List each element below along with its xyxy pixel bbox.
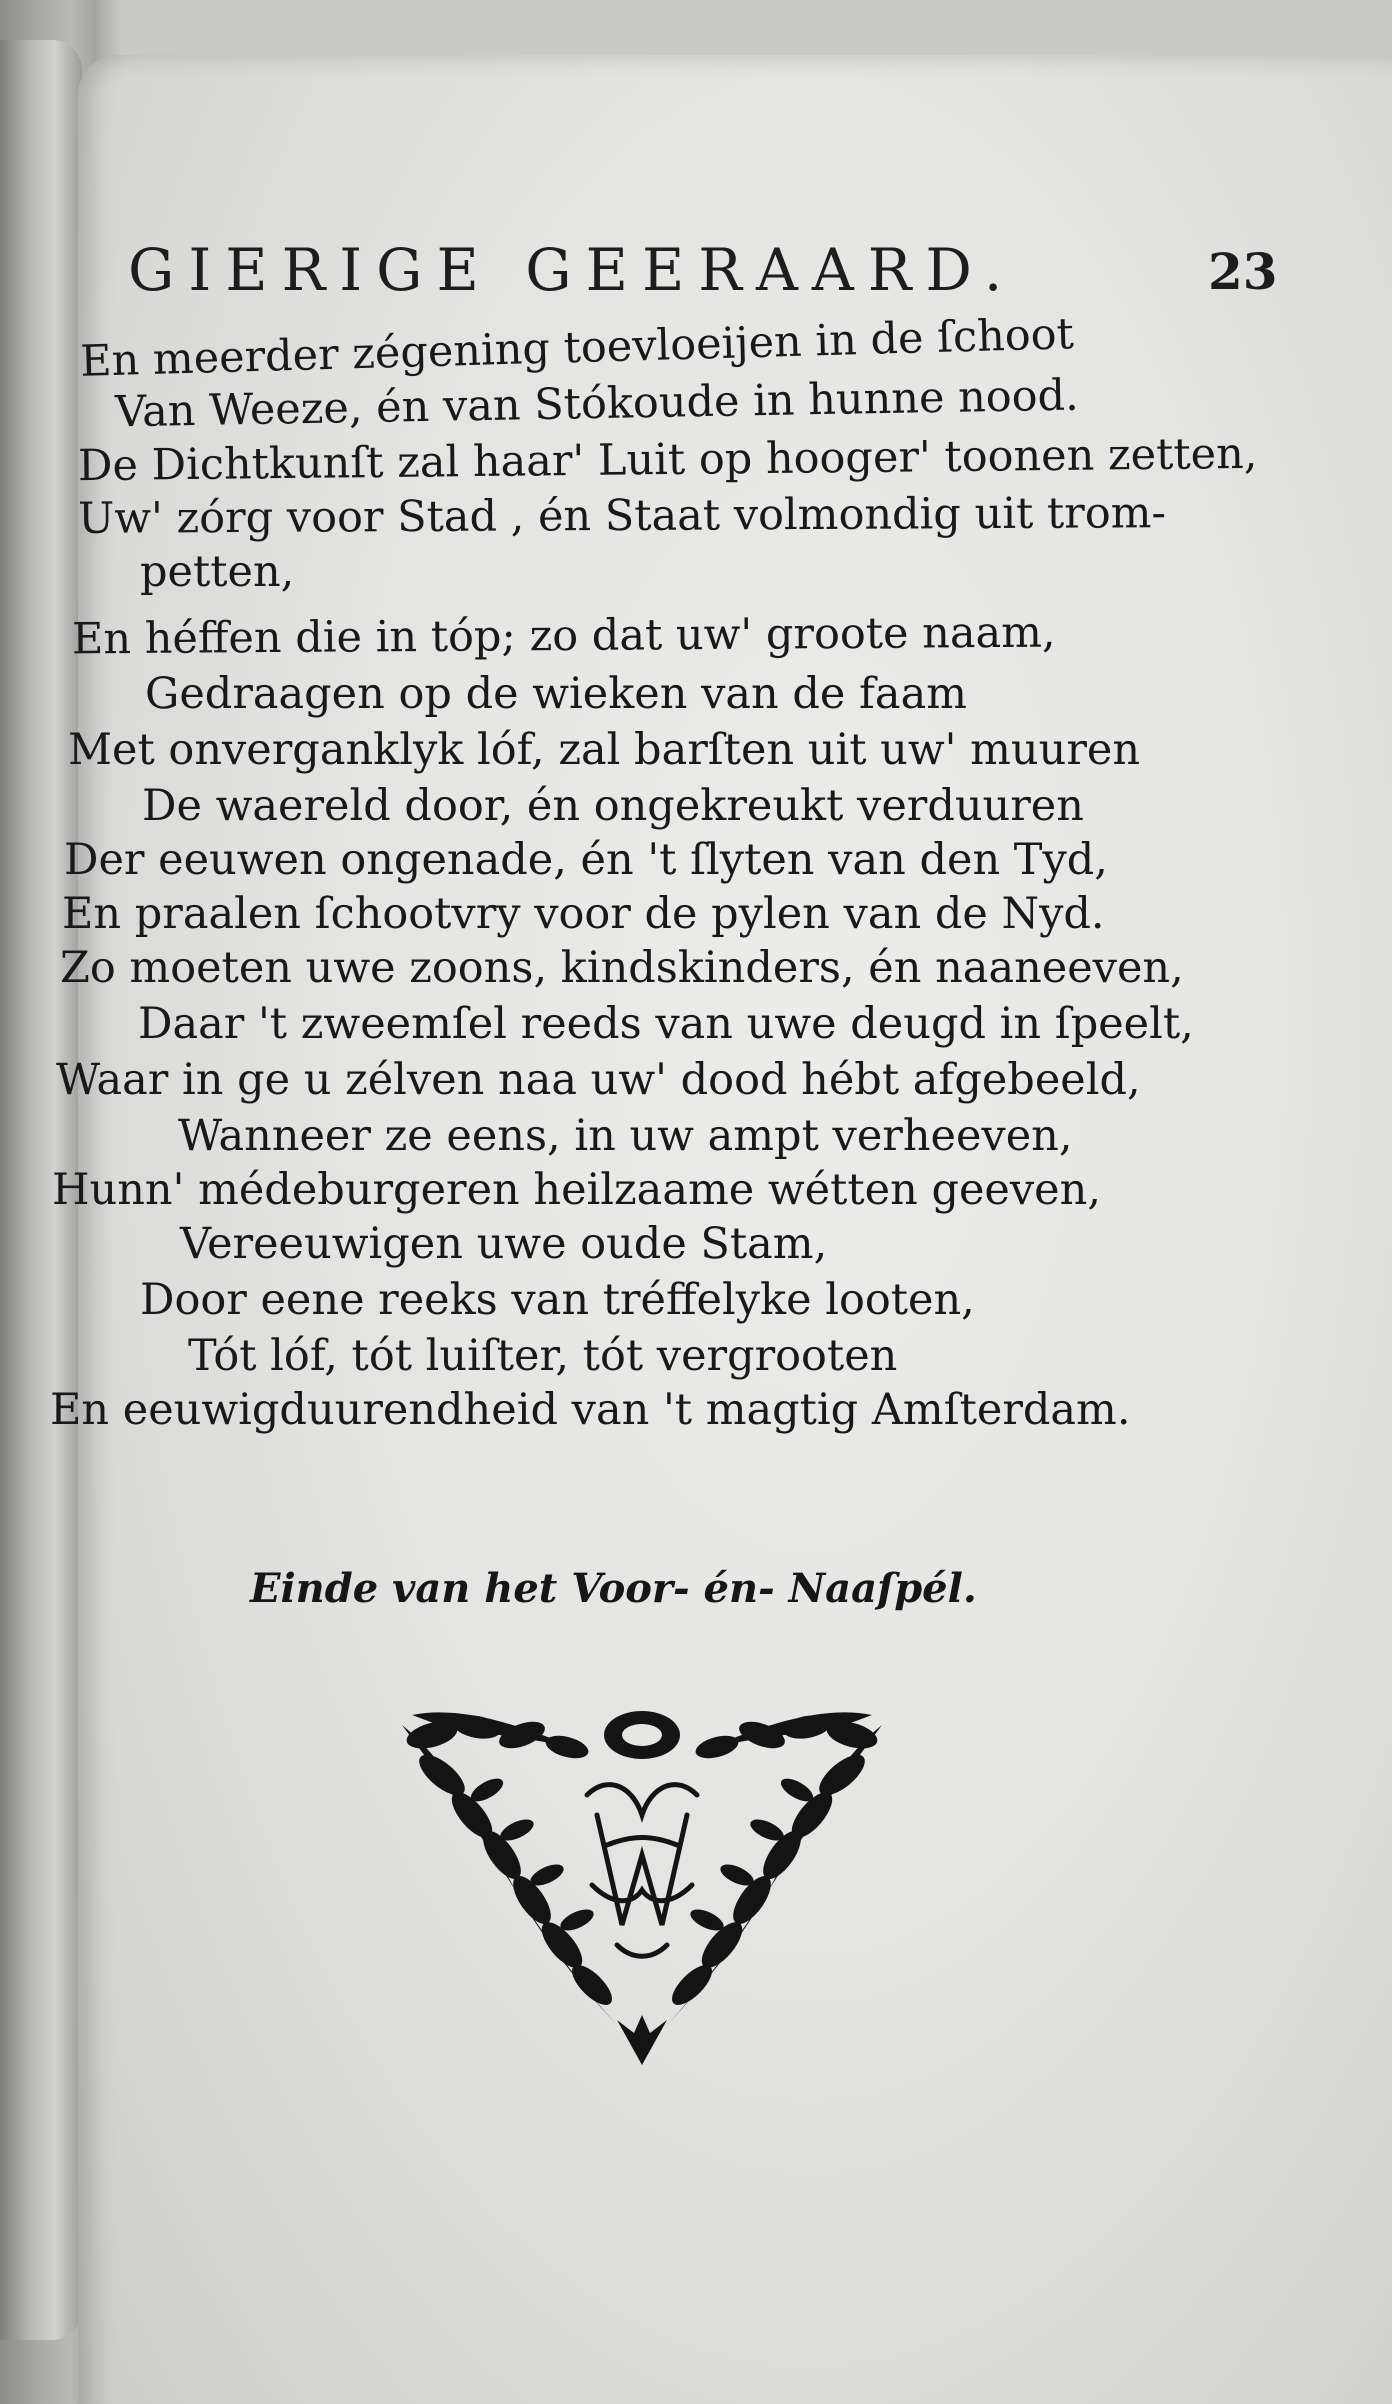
verse-line: Wanneer ze eens, in uw ampt verheeven,: [178, 1111, 1073, 1161]
verse-line: Uw' zórg voor Stad , én Staat volmondig uit trom-: [77, 488, 1167, 544]
running-title: GIERIGE GEERAARD.: [128, 236, 1017, 304]
verse-line: Door eene reeks van tréffelyke looten,: [140, 1275, 975, 1325]
verse-line: De Dichtkunſt zal haar' Luit op hooger' toonen zetten,: [77, 428, 1258, 492]
verse-line: Der eeuwen ongenade, én 't ſlyten van den Tyd,: [64, 835, 1108, 885]
verse-line: En meerder zégening toevloeijen in de ſchoot: [79, 309, 1075, 387]
verse-line: Gedraagen op de wieken van de faam: [145, 669, 967, 719]
end-note: Einde van het Voor- én- Naaſpél.: [250, 1565, 977, 1612]
page-header: [128, 236, 1278, 326]
verse-line: De waereld door, én ongekreukt verduuren: [142, 781, 1084, 831]
verse-line: Waar in ge u zélven naa uw' dood hébt afgebeeld,: [56, 1055, 1141, 1105]
floral-wreath-monogram-icon: [392, 1705, 892, 2075]
verse-line: En praalen ſchootvry voor de pylen van de Nyd.: [62, 889, 1105, 939]
verse-line: En eeuwigduurendheid van 't magtig Amſterdam.: [50, 1385, 1131, 1435]
verse-line: petten,: [140, 547, 295, 597]
verse-line: Vereeuwigen uwe oude Stam,: [180, 1219, 828, 1269]
verse-line: Met onverganklyk lóf, zal barſten uit uw' muuren: [68, 725, 1141, 775]
verse-line: Daar 't zweemſel reeds van uwe deugd in ſpeelt,: [138, 999, 1194, 1049]
page-number: 23: [1208, 242, 1278, 301]
verse-line: Van Weeze, én van Stókoude in hunne nood.: [114, 370, 1080, 438]
verse-line: Hunn' médeburgeren heilzaame wétten geeven,: [52, 1165, 1101, 1215]
verse-line: Zo moeten uwe zoons, kindskinders, én naaneeven,: [60, 943, 1184, 993]
verse-line: Tót lóf, tót luiſter, tót vergrooten: [188, 1331, 898, 1381]
verse-line: En héffen die in tóp; zo dat uw' groote naam,: [71, 607, 1056, 665]
